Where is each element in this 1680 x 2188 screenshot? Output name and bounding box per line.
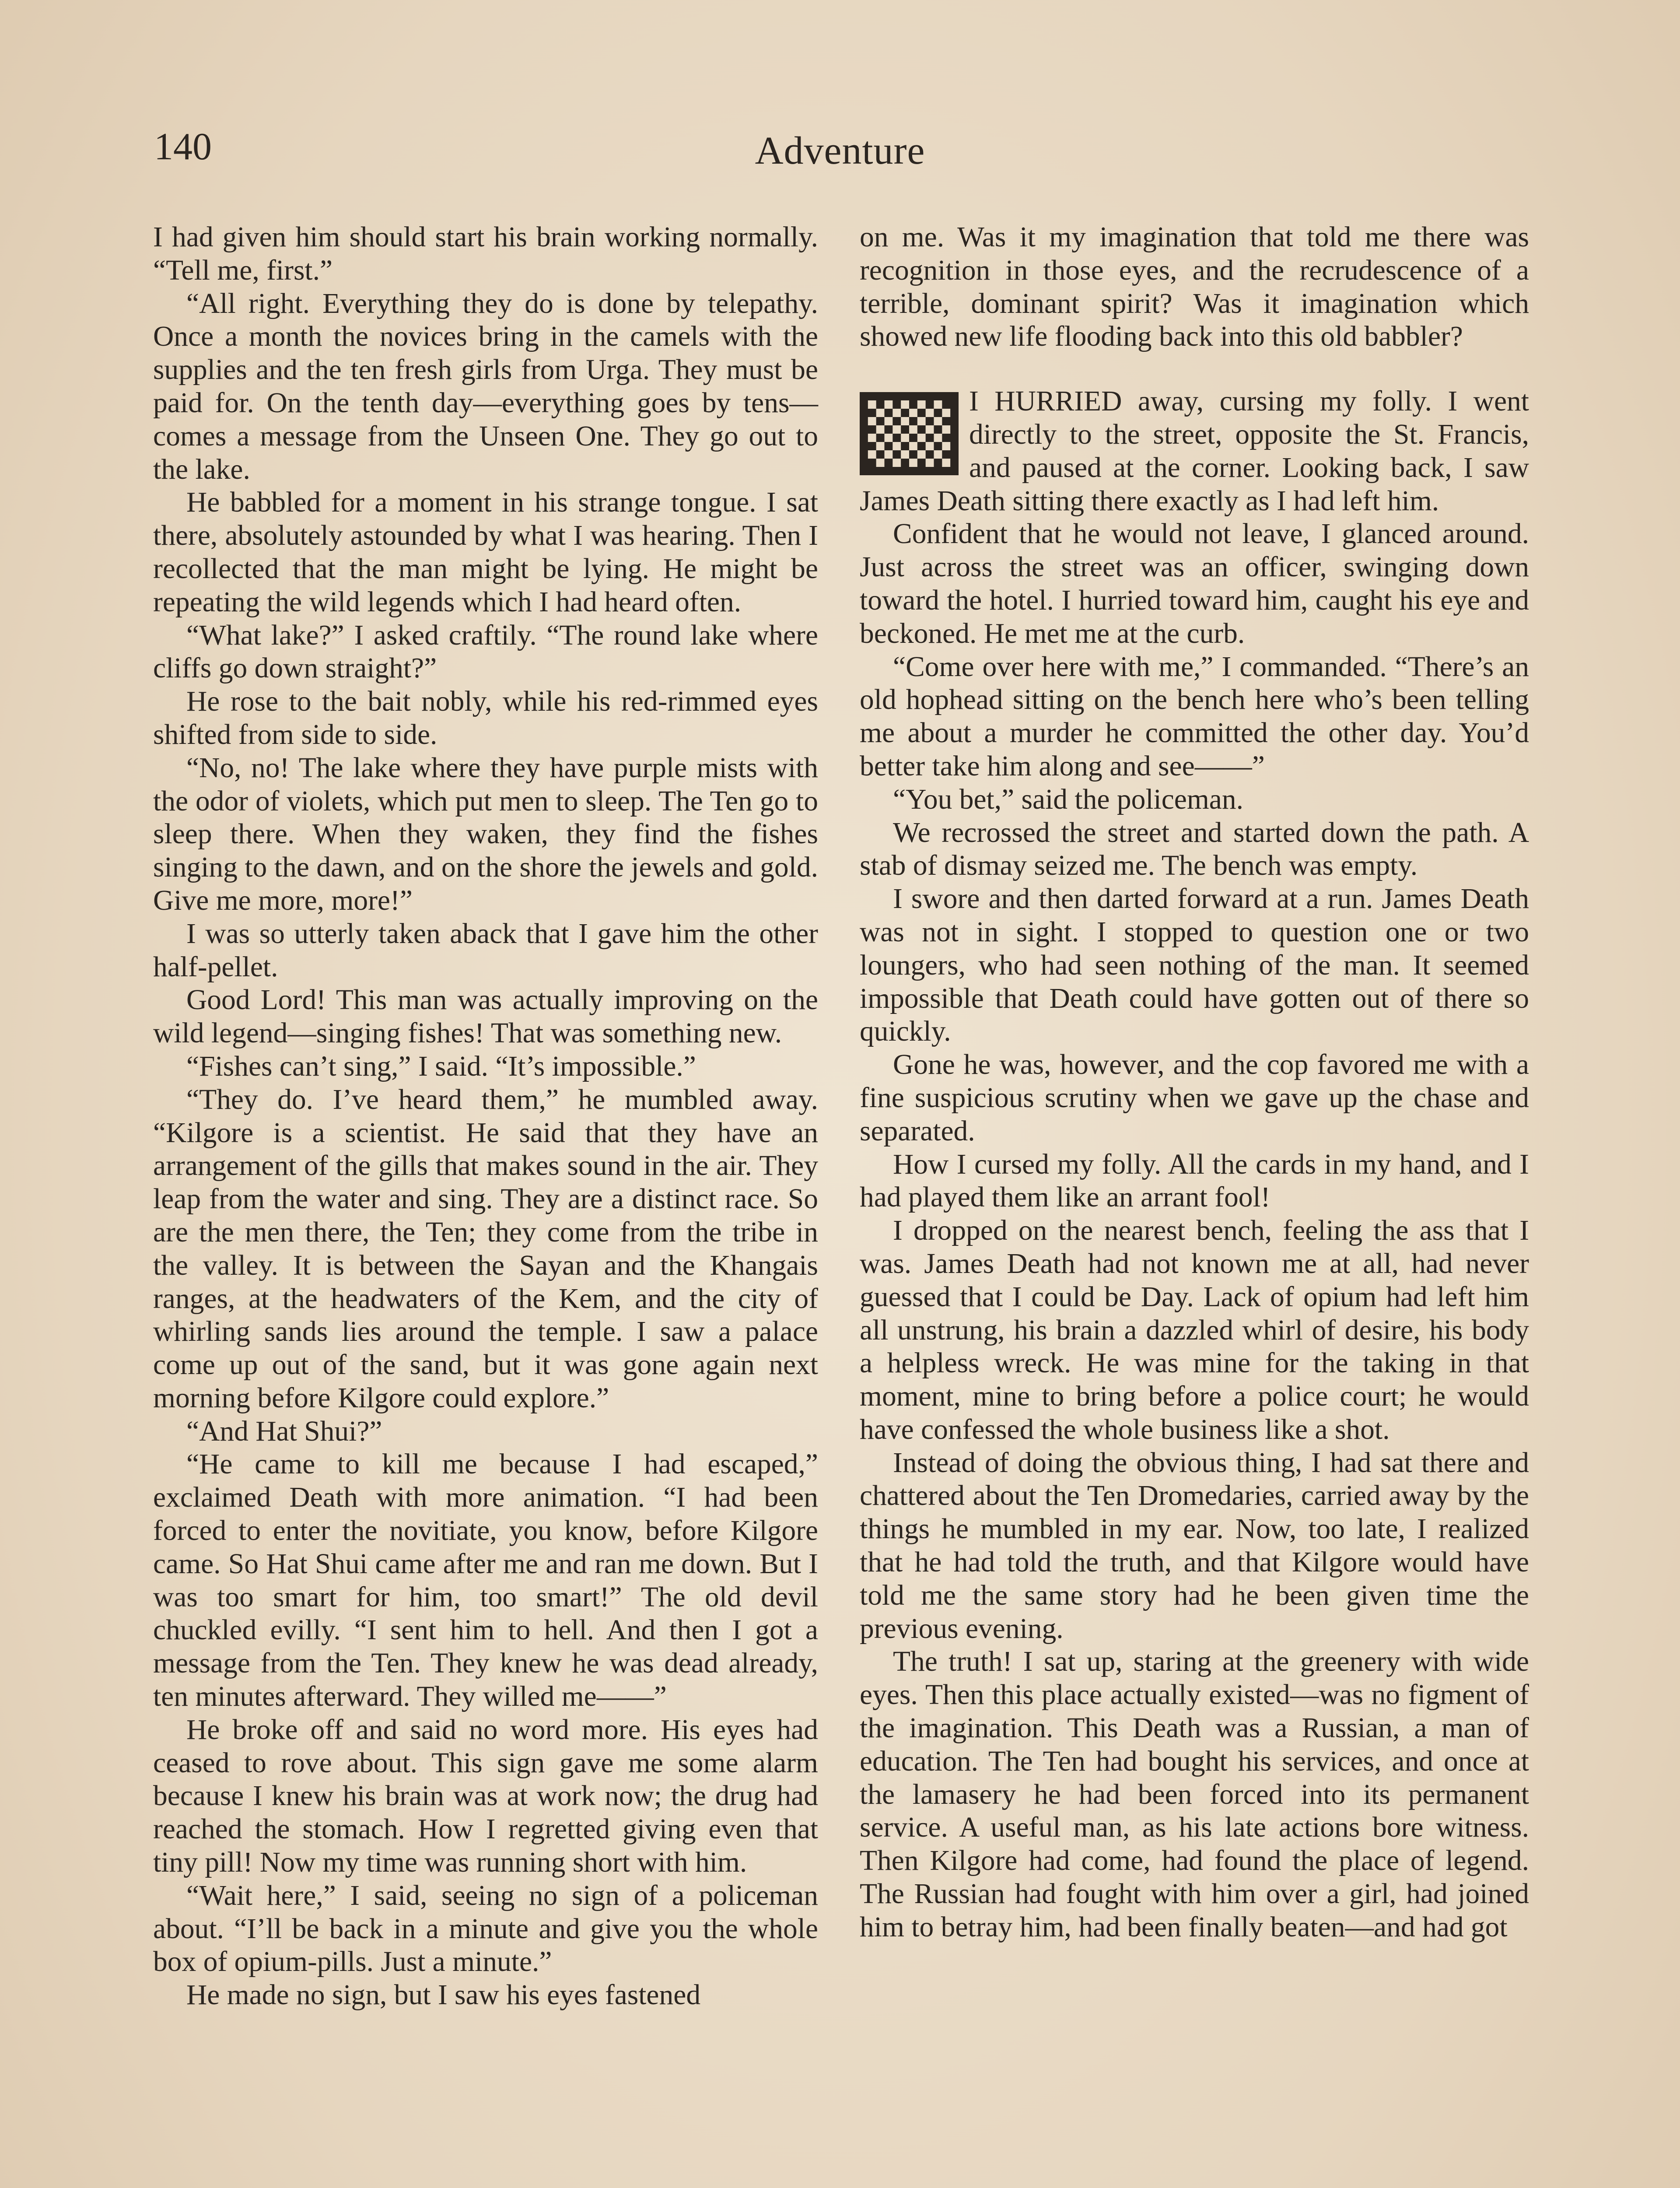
paragraph: “He came to kill me because I had escaped,” exclaimed Death with more animation. “I had been forced to enter the novitiate, you know, before Kilgore came. So Hat Shui came after me and ran me down. But I was too smart for him, too smart!” The old devil chuckled evilly. “I sent him to hell. And then I got a message from the Ten. They knew he was dead already, ten minutes afterward. They willed me——” [153,1448,818,1713]
paragraph: Confident that he would not leave, I glanced around. Just across the street was an officer, swinging down toward the hotel. I hurried toward him, caught his eye and beckoned. He met me at the curb. [860,518,1529,649]
paragraph: I swore and then darted forward at a run. James Death was not in sight. I stopped to question one or two loungers, who had seen nothing of the man. It seemed impossible that Death could have gotten out of there so quickly. [860,883,1529,1048]
paragraph: We recrossed the street and started down the path. A stab of dismay seized me. The bench was empty. [860,817,1529,882]
paragraph: He rose to the bait nobly, while his red-rimmed eyes shifted from side to side. [153,686,818,750]
paragraph: I had given him should start his brain working normally. “Tell me, first.” [153,221,818,286]
checkered-drop-ornament-icon [860,392,959,475]
paragraph: “Fishes can’t sing,” I said. “It’s impossible.” [186,1050,696,1082]
paragraph: on me. Was it my imagination that told me there was recognition in those eyes, and the recrudescence of a terrible, dominant spirit? Was it imagination which showed new life flooding back into this old babbler? [860,221,1529,353]
paragraph: “No, no! The lake where they have purple mists with the odor of violets, which put men to sleep. The Ten go to sleep there. When they waken, they find the fishes singing to the dawn, and on the shore the jewels and gold. Give me more, more!” [153,752,818,916]
left-column [153,221,818,2012]
paragraph: “All right. Everything they do is done by telepathy. Once a month the novices bring in the camels with the supplies and the ten fresh girls from Urga. They must be paid for. On the tenth day—everything goes by tens—comes a message from the Unseen One. They go out to the lake. [153,288,818,485]
section-break [860,385,1529,518]
running-head-title: Adventure [755,129,925,172]
page-number: 140 [154,126,212,168]
paragraph: The truth! I sat up, staring at the greenery with wide eyes. Then this place actually existed—was no figment of the imagination. This Death was a Russian, a man of education. The Ten had bought his services, and once at the lamasery he had been forced into its permanent service. A useful man, as his late actions bore witness. Then Kilgore had come, had found the place of legend. The Russian had fought with him over a girl, had joined him to betray him, had been finally beaten—and had got [860,1646,1529,1943]
paragraph: How I cursed my folly. All the cards in my hand, and I had played them like an arrant fool! [860,1148,1529,1213]
paragraph: Instead of doing the obvious thing, I had sat there and chattered about the Ten Dromedaries, carried away by the things he mumbled in my ear. Now, too late, I realized that he had told the truth, and that Kilgore would have told me the same story had he been given time the previous evening. [860,1447,1529,1645]
paragraph: I was so utterly taken aback that I gave him the other half-pellet. [153,918,818,983]
section-opening-paragraph: I HURRIED away, cursing my folly. I went directly to the street, opposite the St. Francis, and paused at the corner. Looking back, I saw James Death sitting there exactly as I had left him. [860,386,1529,517]
paragraph: He made no sign, but I saw his eyes fastened [186,1979,701,2011]
paragraph: He babbled for a moment in his strange tongue. I sat there, absolutely astounded by what I was hearing. Then I recollected that the man might be lying. He might be repeating the wild legends which I had heard often. [153,487,818,618]
paragraph: “Come over here with me,” I commanded. “There’s an old hophead sitting on the bench here who’s been telling me about a murder he committed the other day. You’d better take him along and see——” [860,651,1529,782]
paragraph: Gone he was, however, and the cop favored me with a fine suspicious scrutiny when we gave up the chase and separated. [860,1049,1529,1147]
paragraph: “And Hat Shui?” [186,1415,382,1447]
paragraph: He broke off and said no word more. His eyes had ceased to rove about. This sign gave me some alarm because I knew his brain was at work now; the drug had reached the stomach. How I regretted giving even that tiny pill! Now my time was running short with him. [153,1714,818,1879]
right-column [860,221,1529,1944]
paragraph: I dropped on the nearest bench, feeling the ass that I was. James Death had not known me at all, had never guessed that I could be Day. Lack of opium had left him all unstrung, his brain a dazzled whirl of desire, his body a helpless wreck. He was mine for the taking in that moment, mine to bring before a police court; he would have confessed the whole business like a shot. [860,1215,1529,1445]
paragraph: “Wait here,” I said, seeing no sign of a policeman about. “I’ll be back in a minute and give you the whole box of opium-pills. Just a minute.” [153,1879,818,1978]
paragraph: “You bet,” said the policeman. [893,783,1243,815]
paragraph: Good Lord! This man was actually improving on the wild legend—singing fishes! That was something new. [153,984,818,1049]
paragraph: “They do. I’ve heard them,” he mumbled away. “Kilgore is a scientist. He said that they have an arrangement of the gills that makes sound in the air. They leap from the water and sing. They are a distinct race. So are the men there, the Ten; they come from the tribe in the valley. It is between the Sayan and the Khangais ranges, at the headwaters of the Kem, and the city of whirling sands lies around the temple. I saw a palace come up out of the sand, but it was gone again next morning before Kilgore could explore.” [153,1083,818,1414]
paragraph: “What lake?” I asked craftily. “The round lake where cliffs go down straight?” [153,619,818,684]
